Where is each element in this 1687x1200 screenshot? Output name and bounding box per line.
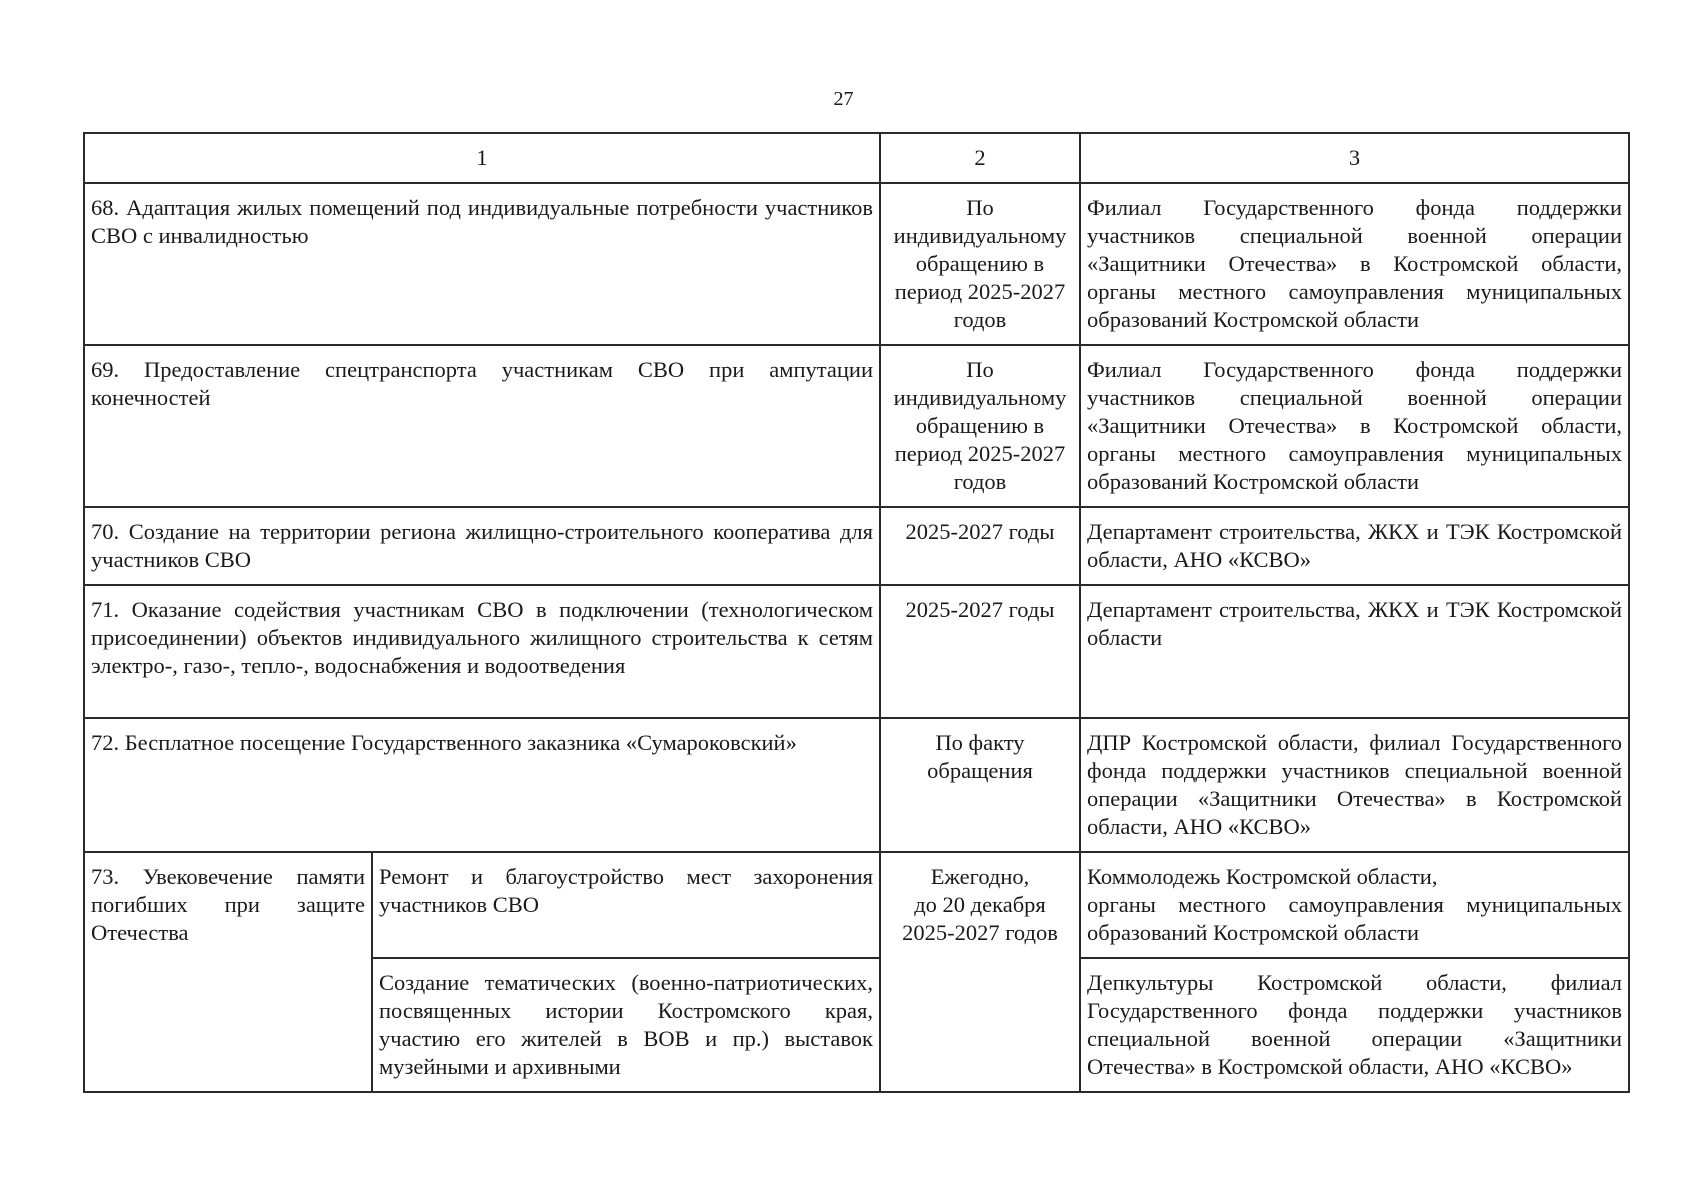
- measure-term: По индивидуальному обращению в период 2025-2027 годов: [880, 345, 1080, 507]
- measure-text: 69. Предоставление спецтранспорта участникам СВО при ампутации конечностей: [84, 345, 880, 507]
- measure-text: 72. Бесплатное посещение Государственного заказника «Сумароковский»: [84, 718, 880, 852]
- term-line: Ежегодно,: [930, 864, 1030, 889]
- page-number: 27: [833, 88, 854, 110]
- measures-table: [83, 132, 1630, 1093]
- measure-responsible: Депкультуры Костромской области, филиал Государственного фонда поддержки участников специальной военной операции «Защитники Отечества» в Костромской области, АНО «КСВО»: [1080, 958, 1629, 1092]
- submeasure-text: Ремонт и благоустройство мест захоронения участников СВО: [372, 852, 880, 958]
- measure-term: По индивидуальному обращению в период 2025-2027 годов: [880, 183, 1080, 345]
- header-col-2: 2: [880, 133, 1080, 183]
- table-header-row: [84, 133, 1629, 183]
- table-row: [84, 345, 1629, 507]
- measure-term: 2025-2027 годы: [880, 507, 1080, 585]
- measure-text: 70. Создание на территории региона жилищно-строительного кооператива для участников СВО: [84, 507, 880, 585]
- table-row: [84, 507, 1629, 585]
- measure-responsible: Департамент строительства, ЖКХ и ТЭК Костромской области, АНО «КСВО»: [1080, 507, 1629, 585]
- header-col-1: 1: [84, 133, 880, 183]
- measure-responsible: Филиал Государственного фонда поддержки участников специальной военной операции «Защитники Отечества» в Костромской области, органы местного самоуправления муниципальных образований Костромской области: [1080, 183, 1629, 345]
- measure-term: По факту обращения: [880, 718, 1080, 852]
- term-line: до 20 декабря: [914, 892, 1046, 917]
- responsible-line: органы местного самоуправления муниципальных образований Костромской области: [1087, 892, 1622, 945]
- submeasure-text: Создание тематических (военно-патриотических, посвященных истории Костромского края, участию его жителей в ВОВ и пр.) выставок музейными и архивными: [372, 958, 880, 1092]
- measure-group-title: 73. Увековечение памяти погибших при защите Отечества: [84, 852, 372, 1092]
- measure-term: [880, 852, 1080, 1092]
- term-line: 2025-2027 годов: [902, 920, 1058, 945]
- table-row: [84, 718, 1629, 852]
- responsible-line: Коммолодежь Костромской области,: [1087, 864, 1438, 889]
- measure-responsible: [1080, 852, 1629, 958]
- measure-term: 2025-2027 годы: [880, 585, 1080, 718]
- measure-text: 71. Оказание содействия участникам СВО в подключении (технологическом присоединении) объектов индивидуального жилищного строительства к сетям электро-, газо-, тепло-, водоснабжения и водоотведения: [84, 585, 880, 718]
- measure-text: 68. Адаптация жилых помещений под индивидуальные потребности участников СВО с инвалидностью: [84, 183, 880, 345]
- header-col-3: 3: [1080, 133, 1629, 183]
- measure-responsible: Филиал Государственного фонда поддержки участников специальной военной операции «Защитники Отечества» в Костромской области, органы местного самоуправления муниципальных образований Костромской области: [1080, 345, 1629, 507]
- measure-responsible: ДПР Костромской области, филиал Государственного фонда поддержки участников специальной военной операции «Защитники Отечества» в Костромской области, АНО «КСВО»: [1080, 718, 1629, 852]
- table-row: [84, 585, 1629, 718]
- table-row: [84, 852, 1629, 958]
- table-row: [84, 183, 1629, 345]
- measure-responsible: Департамент строительства, ЖКХ и ТЭК Костромской области: [1080, 585, 1629, 718]
